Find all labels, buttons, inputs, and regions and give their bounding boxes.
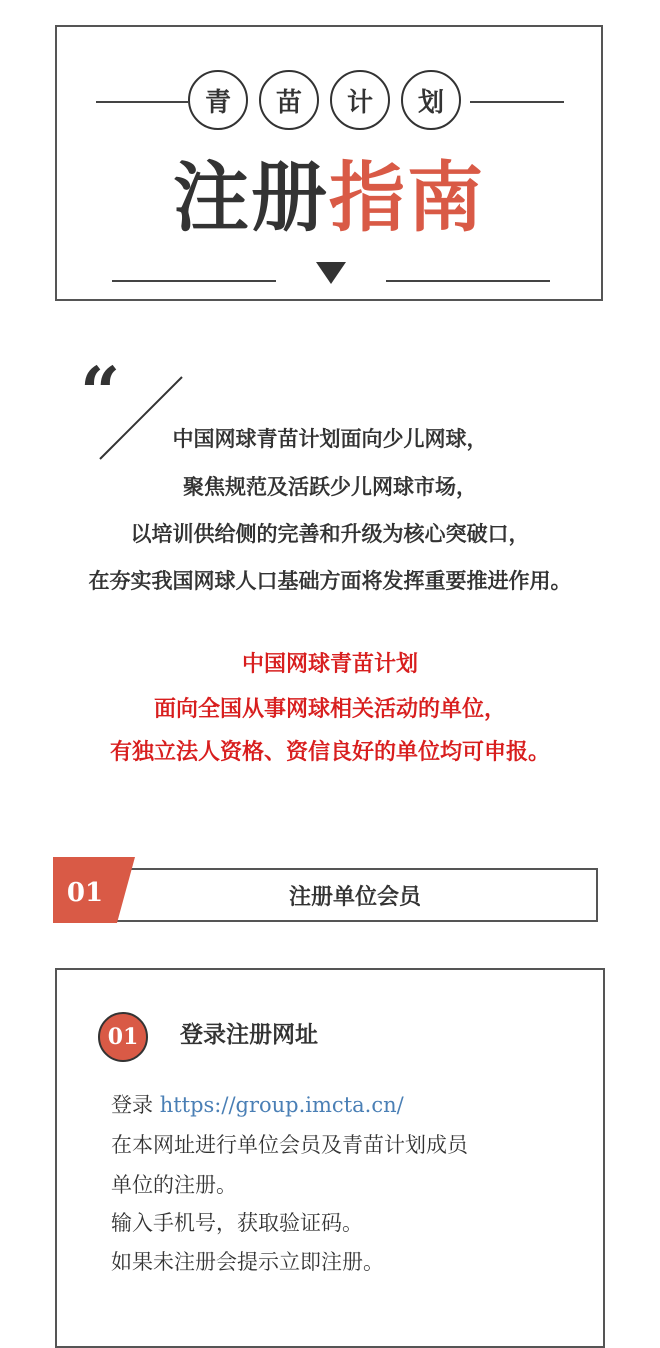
section-title: 注册单位会员: [288, 884, 421, 910]
highlight-line: 中国网球青苗计划: [241, 652, 418, 677]
login-prefix: 登录: [111, 1093, 160, 1117]
step-text-line: 在本网址进行单位会员及青苗计划成员: [111, 1133, 468, 1157]
intro-line: 以培训供给侧的完善和升级为核心突破口，: [130, 522, 530, 546]
page-title-accent: 指南: [329, 153, 485, 242]
header-char-circle: 苗: [259, 70, 319, 130]
divider-line: [386, 280, 550, 282]
quote-icon: “: [80, 351, 121, 434]
triangle-down-icon: [316, 262, 346, 284]
intro-line: 聚焦规范及活跃少儿网球市场，: [183, 475, 477, 499]
highlight-line: 面向全国从事网球相关活动的单位，: [153, 697, 506, 722]
step-text-line: 单位的注册。: [111, 1173, 237, 1197]
step-login-line: [111, 1090, 404, 1120]
divider-line: [112, 280, 276, 282]
page-title: [55, 153, 603, 243]
header-title-wrap: [55, 25, 603, 301]
header-char-circle: 青: [188, 70, 248, 130]
registration-link[interactable]: https://group.imcta.cn/: [159, 1093, 404, 1117]
step-text-line: 如果未注册会提示立即注册。: [111, 1250, 384, 1274]
intro-line: 在夯实我国网球人口基础方面将发挥重要推进作用。: [88, 569, 572, 593]
step-number-badge: 01: [98, 1012, 148, 1062]
section-number: 01: [66, 878, 104, 908]
highlight-line: 有独立法人资格、资信良好的单位均可申报。: [109, 740, 550, 765]
header-char-circle: 划: [401, 70, 461, 130]
step-title: 登录注册网址: [180, 1022, 318, 1048]
header-char-circle: 计: [330, 70, 390, 130]
intro-line: 中国网球青苗计划面向少儿网球，: [172, 427, 488, 451]
step-text-line: 输入手机号，获取验证码。: [111, 1211, 363, 1235]
page-title-prefix: 注册: [173, 153, 329, 242]
